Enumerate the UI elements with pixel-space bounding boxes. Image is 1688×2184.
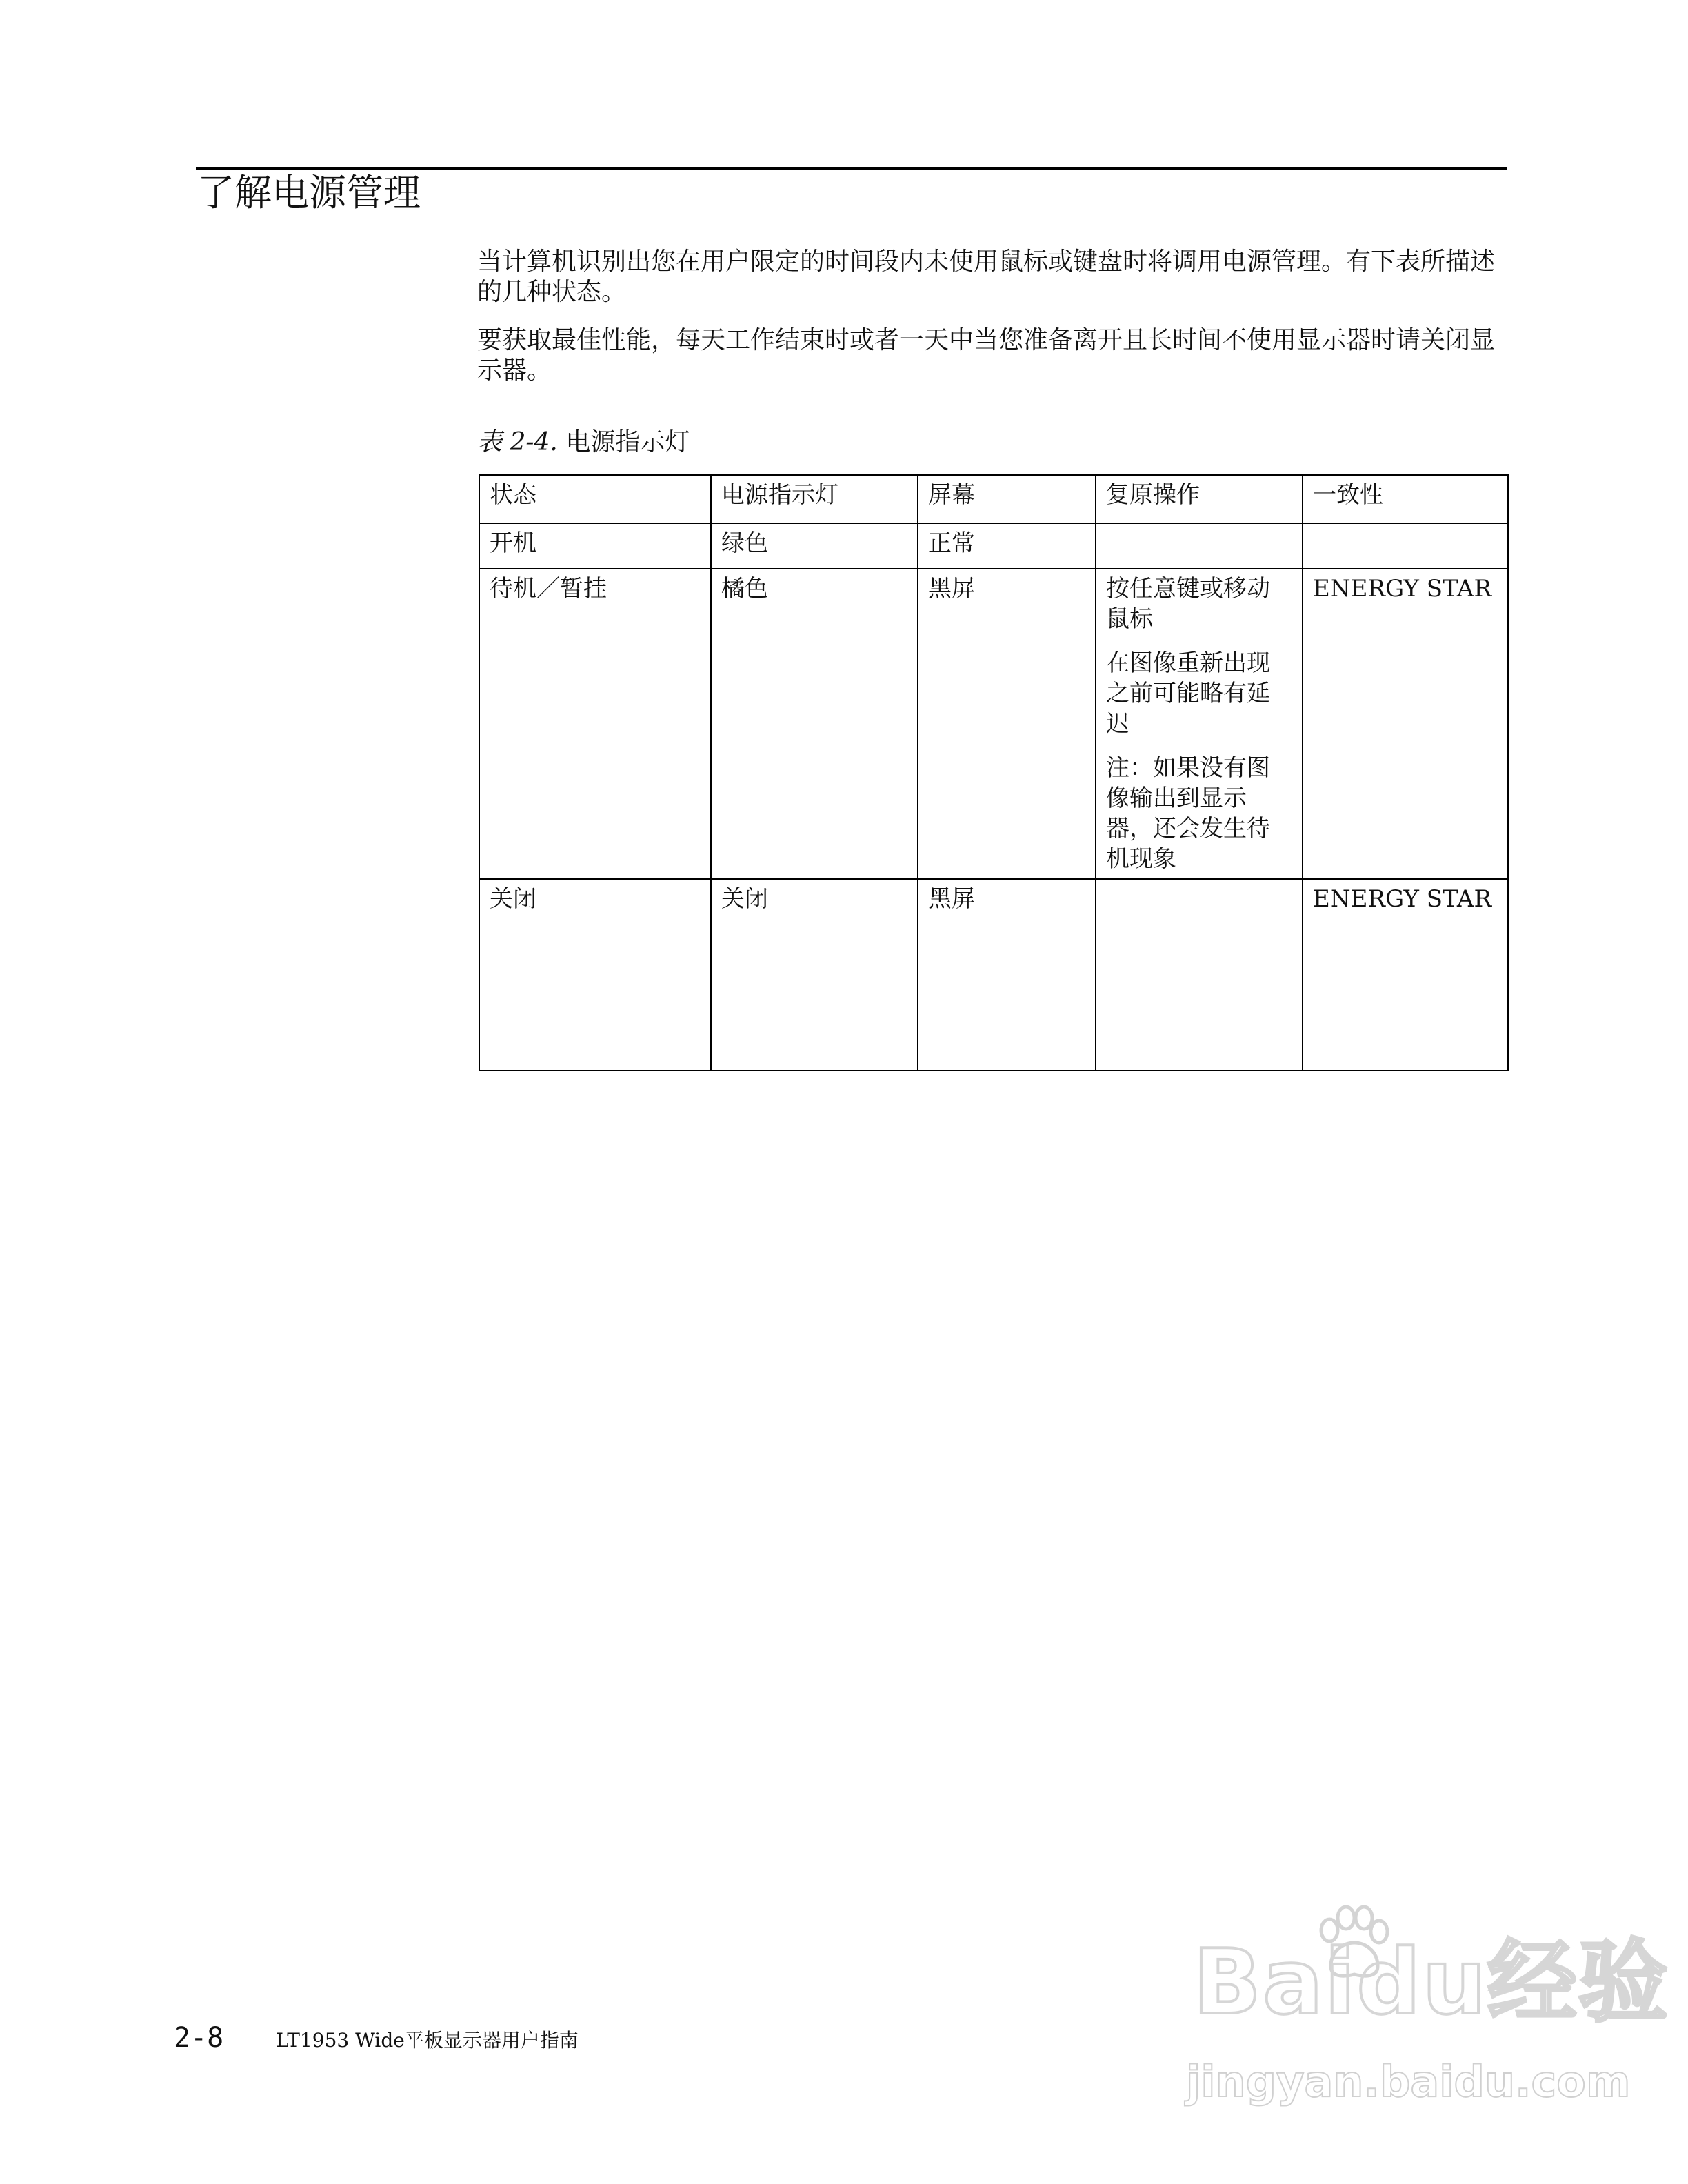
cell-indicator: 绿色 <box>711 523 918 569</box>
cell-state: 待机／暂挂 <box>479 569 711 879</box>
table-caption <box>477 427 690 458</box>
cell-screen: 正常 <box>918 523 1096 569</box>
power-indicator-table <box>479 474 1509 1071</box>
book-title: LT1953 Wide平板显示器用户指南 <box>276 2029 579 2052</box>
watermark-url: jingyan.baidu.com <box>1186 2056 1631 2107</box>
table-caption-text: 电源指示灯 <box>557 428 690 456</box>
header-screen: 屏幕 <box>918 475 1096 523</box>
baidu-watermark <box>1172 1903 1669 2151</box>
cell-restore <box>1096 879 1303 1071</box>
cell-compliance: ENERGY STAR <box>1303 569 1508 879</box>
header-restore: 复原操作 <box>1096 475 1303 523</box>
cell-compliance <box>1303 523 1508 569</box>
cell-indicator: 橘色 <box>711 569 918 879</box>
cell-screen: 黑屏 <box>918 569 1096 879</box>
page-number: 2-8 <box>174 2022 224 2054</box>
cell-indicator: 关闭 <box>711 879 918 1071</box>
cell-screen: 黑屏 <box>918 879 1096 1071</box>
table-caption-label: 表 2-4. <box>477 428 558 456</box>
cell-restore <box>1096 523 1303 569</box>
header-state: 状态 <box>479 475 711 523</box>
header-indicator: 电源指示灯 <box>711 475 918 523</box>
intro-paragraph: 当计算机识别出您在用户限定的时间段内未使用鼠标或键盘时将调用电源管理。有下表所描述的几种状态。 <box>477 247 1496 306</box>
restore-standby-note: 注：如果没有图像输出到显示器，还会发生待机现象 <box>1106 754 1270 873</box>
restore-step: 按任意键或移动鼠标 <box>1106 575 1270 633</box>
table-header-row <box>479 475 1508 523</box>
restore-delay-note: 在图像重新出现之前可能略有延迟 <box>1106 649 1270 738</box>
advice-paragraph: 要获取最佳性能，每天工作结束时或者一天中当您准备离开且长时间不使用显示器时请关闭显示器。 <box>477 326 1496 385</box>
cell-state: 关闭 <box>479 879 711 1071</box>
section-title: 了解电源管理 <box>197 171 421 214</box>
table-row <box>479 569 1508 879</box>
header-compliance: 一致性 <box>1303 475 1508 523</box>
cell-state: 开机 <box>479 523 711 569</box>
table-row <box>479 879 1508 1071</box>
cell-restore <box>1096 569 1303 879</box>
table-row <box>479 523 1508 569</box>
cell-compliance: ENERGY STAR <box>1303 879 1508 1071</box>
watermark-brand: Baidu经验 <box>1193 1930 1669 2034</box>
